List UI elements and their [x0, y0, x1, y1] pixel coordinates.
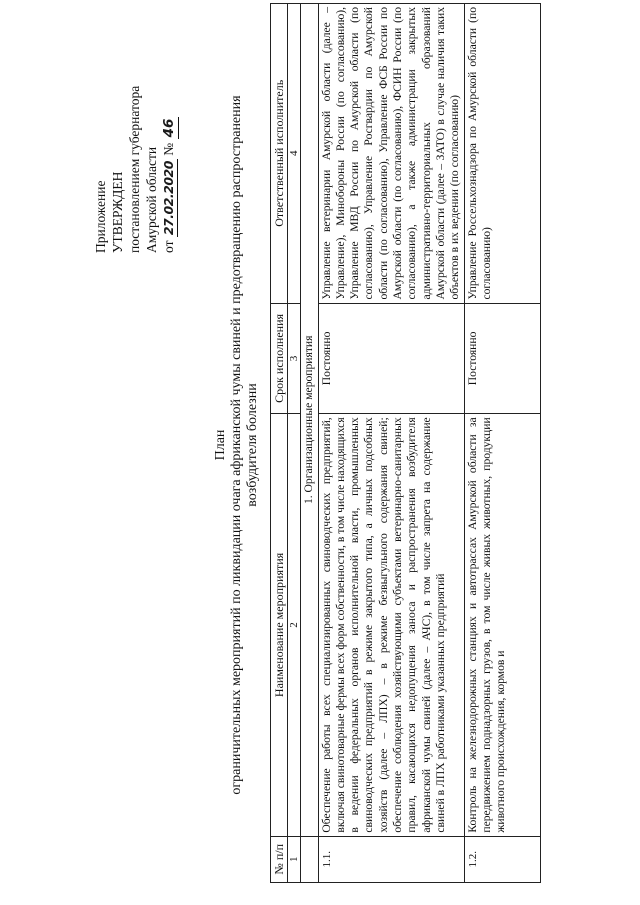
column-number: 4: [288, 4, 301, 304]
row-term: Постоянно: [464, 303, 540, 414]
table-header-row: [271, 4, 288, 883]
row-measure: Обеспечение работы всех специализированных свиноводческих предприятий, включая свинотоварные фермы всех форм собственности, в том числе находящихся в ведении федеральных органов исполнительной власти, промышленных свиноводческих предприятий в режиме закрытого типа, а личных подсобных хозяйств (далее – ЛПХ) – в режиме безвыгульного содержания свиней; обеспечение соблюдения хозяйствующими субъектами ветеринарно-санитарных правил, касающихся недопущения заноса и распространения возбудителя африканской чумы свиней (далее – АЧС), в том числе запрета на содержание свиней в ЛПХ работниками указанных предприятий: [318, 414, 464, 836]
region-label: Амурской области: [144, 146, 159, 253]
header-exec: Ответственный исполнитель: [271, 4, 288, 304]
appendix-label: Приложение: [93, 180, 108, 253]
date-number-line: [160, 23, 179, 253]
column-number-row: [288, 4, 301, 883]
row-executor: Управление ветеринарии Амурской области (далее – Управление), Минобороны России (по согласованию), Управление МВД России по Амурской области (по согласованию), Управление Росгвардии по Амурской области (по согласованию), Управление ФСБ России по Амурской области (по согласованию), ФСИН России (по согласованию), а также администрации закрытых административно-территориальных образований Амурской области (далее – ЗАТО) в случае наличия таких объектов в их ведении (по согласованию): [318, 4, 464, 304]
row-executor: Управление Россельхознадзора по Амурской области (по согласованию): [464, 4, 540, 304]
row-measure-text: Контроль на железнодорожных станциях и автотрассах Амурской области за передвижением поднадзорных грузов, в том числе живых животных, продукции животного происхождения, кормов и: [465, 417, 508, 833]
row-measure: [464, 414, 540, 836]
handwritten-date: 27.02.2020: [161, 161, 176, 236]
date-prefix: от: [161, 240, 176, 253]
row-term: Постоянно: [318, 303, 464, 414]
column-number: 1: [288, 836, 301, 882]
row-number: 1.1.: [318, 836, 464, 882]
table-row: [318, 4, 464, 883]
title-line-2: возбудителя болезни: [245, 383, 260, 507]
section-heading: 1. Организационные мероприятия: [301, 4, 318, 837]
document-title: [213, 5, 261, 885]
header-name: Наименование мероприятия: [271, 414, 288, 836]
column-number: 3: [288, 303, 301, 414]
section-spacer: [301, 836, 318, 882]
resolution-label: постановлением губернатора: [127, 85, 142, 253]
column-number: 2: [288, 414, 301, 836]
title-word: План: [213, 429, 228, 461]
header-num: № п/п: [271, 836, 288, 882]
row-number: 1.2.: [464, 836, 540, 882]
title-line-1: ограничительных мероприятий по ликвидации очага африканской чумы свиней и предотвращению распространения: [229, 95, 244, 795]
number-prefix: №: [161, 142, 176, 156]
header-term: Срок исполнения: [271, 303, 288, 414]
section-row: [301, 4, 318, 883]
table-row: [464, 4, 540, 883]
handwritten-number: 46: [161, 118, 177, 138]
approval-stamp: [92, 23, 179, 253]
measures-table: [270, 3, 541, 883]
approved-label: УТВЕРЖДЕН: [110, 171, 125, 253]
